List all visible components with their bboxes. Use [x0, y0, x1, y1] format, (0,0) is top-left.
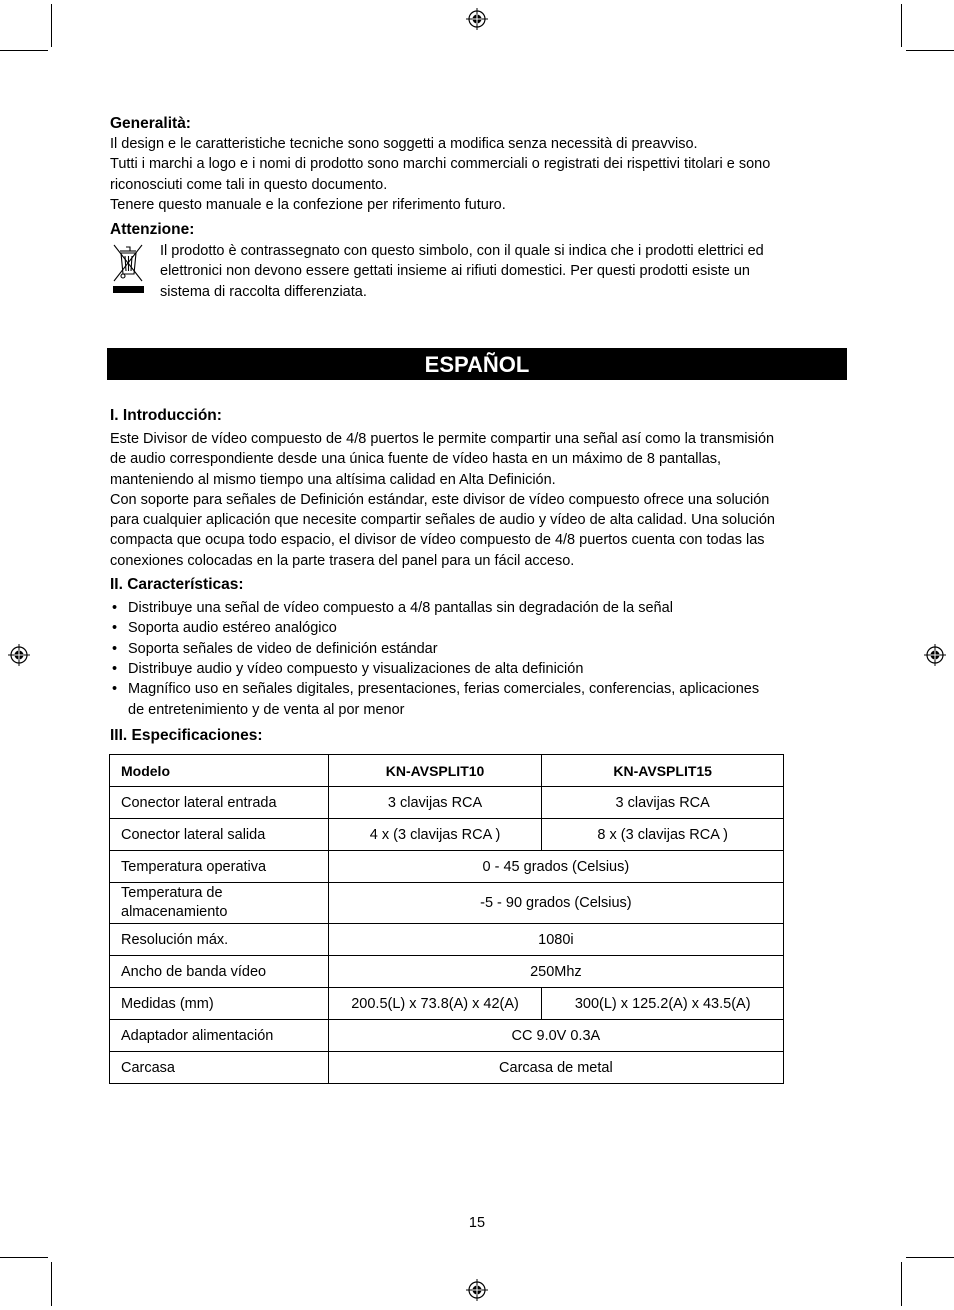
table-cell: Carcasa de metal — [328, 1052, 783, 1084]
table-row — [110, 988, 784, 1020]
intro-line: de audio correspondiente desde una única fuente de vídeo hasta en un máximo de 8 pantallas, — [110, 451, 722, 468]
bullet: • — [112, 660, 118, 677]
list-item-continuation: de entretenimiento y de venta al por menor — [128, 701, 405, 718]
bullet: • — [112, 620, 118, 637]
list-item: • Magnífico uso en señales digitales, presentaciones, ferias comerciales, conferencias, aplicaciones — [110, 679, 848, 699]
intro-line: Con soporte para señales de Definición estándar, este divisor de vídeo compuesto ofrece una solución — [110, 491, 770, 508]
bullet: • — [112, 640, 118, 657]
crop-mark — [51, 1262, 52, 1306]
table-header-cell: Modelo — [110, 755, 329, 787]
table-row — [110, 924, 784, 956]
intro-line: compacta que ocupa todo espacio, el divisor de vídeo compuesto de 4/8 puertos cuenta con todas las — [110, 532, 765, 549]
table-row — [110, 819, 784, 851]
table-cell: 300(L) x 125.2(A) x 43.5(A) — [542, 988, 784, 1020]
attenzione-line: Il prodotto è contrassegnato con questo simbolo, con il quale si indica che i prodotti elettrici ed — [160, 243, 764, 260]
table-row — [110, 1020, 784, 1052]
generalita-line: Il design e le caratteristiche tecniche sono soggetti a modifica senza necessità di preavviso. — [110, 136, 698, 152]
table-row — [110, 956, 784, 988]
registration-mark-icon — [466, 8, 488, 30]
generalita-line: riconosciuti come tali in questo documento. — [110, 176, 388, 193]
list-item: • Soporta señales de video de definición estándar — [110, 639, 848, 659]
attenzione-line: sistema di raccolta differenziata. — [160, 283, 367, 300]
generalita-line: Tutti i marchi a logo e i nomi di prodotto sono marchi commerciali o registrati dei rispettivi titolari e sono — [110, 156, 771, 173]
table-cell: Temperatura de almacenamiento — [110, 883, 329, 924]
table-row — [110, 1052, 784, 1084]
table-cell: CC 9.0V 0.3A — [328, 1020, 783, 1052]
table-cell: Carcasa — [110, 1052, 329, 1084]
list-item: • Distribuye audio y vídeo compuesto y visualizaciones de alta definición — [110, 659, 848, 679]
generalita-heading: Generalità: — [110, 115, 191, 132]
bullet: • — [112, 681, 118, 698]
registration-mark-icon — [466, 1279, 488, 1301]
table-cell: Ancho de banda vídeo — [110, 956, 329, 988]
features-list — [110, 598, 848, 720]
table-cell: 3 clavijas RCA — [328, 787, 542, 819]
table-header-cell: KN-AVSPLIT10 — [328, 755, 542, 787]
table-cell: Conector lateral salida — [110, 819, 329, 851]
spanish-section — [110, 406, 848, 746]
crop-mark — [906, 1257, 954, 1258]
table-cell: 8 x (3 clavijas RCA ) — [542, 819, 784, 851]
italian-section — [110, 114, 848, 302]
list-item: • Soporta audio estéreo analógico — [110, 618, 848, 638]
list-item: • Distribuye una señal de vídeo compuesto a 4/8 pantallas sin degradación de la señal — [110, 598, 848, 618]
table-row — [110, 883, 784, 924]
table-cell: Resolución máx. — [110, 924, 329, 956]
features-heading: II. Características: — [110, 576, 244, 594]
intro-line: Este Divisor de vídeo compuesto de 4/8 puertos le permite compartir una señal así como la transmisión — [110, 431, 775, 447]
crop-mark — [901, 4, 902, 47]
table-cell: Conector lateral entrada — [110, 787, 329, 819]
intro-line: para cualquier aplicación que necesite compartir señales de audio y vídeo de alta calidad. Una solución — [110, 512, 775, 529]
crop-mark — [0, 50, 48, 51]
table-cell: 3 clavijas RCA — [542, 787, 784, 819]
bullet: • — [112, 600, 118, 617]
table-cell: 4 x (3 clavijas RCA ) — [328, 819, 542, 851]
table-cell: -5 - 90 grados (Celsius) — [328, 883, 783, 924]
registration-mark-icon — [924, 644, 946, 666]
table-cell: 250Mhz — [328, 956, 783, 988]
table-cell: 1080i — [328, 924, 783, 956]
table-row — [110, 851, 784, 883]
generalita-line: Tenere questo manuale e la confezione per riferimento futuro. — [110, 196, 506, 213]
intro-line: conexiones colocadas en la parte trasera del panel para un fácil acceso. — [110, 552, 575, 569]
intro-heading: I. Introducción: — [110, 407, 222, 424]
attenzione-block — [110, 241, 848, 302]
language-banner: ESPAÑOL — [107, 348, 847, 380]
table-cell: Medidas (mm) — [110, 988, 329, 1020]
crop-mark — [901, 1262, 902, 1306]
table-header-row — [110, 755, 784, 787]
table-header-cell: KN-AVSPLIT15 — [542, 755, 784, 787]
table-cell: 200.5(L) x 73.8(A) x 42(A) — [328, 988, 542, 1020]
attenzione-heading: Attenzione: — [110, 221, 195, 239]
weee-symbol — [110, 241, 160, 302]
specs-heading: III. Especificaciones: — [110, 726, 263, 744]
intro-line: manteniendo al mismo tiempo una altísima calidad en Alta Definición. — [110, 471, 556, 488]
table-cell: Temperatura operativa — [110, 851, 329, 883]
registration-mark-icon — [8, 644, 30, 666]
crop-mark — [906, 50, 954, 51]
specs-table — [109, 754, 784, 1084]
page-number: 15 — [468, 1215, 486, 1231]
crop-mark — [51, 4, 52, 47]
crop-mark — [0, 1257, 48, 1258]
table-row — [110, 787, 784, 819]
table-cell: 0 - 45 grados (Celsius) — [328, 851, 783, 883]
crossed-out-wheelie-bin-icon — [110, 241, 146, 297]
attenzione-line: elettronici non devono essere gettati insieme ai rifiuti domestici. Per questi prodotti esiste un — [160, 263, 750, 280]
table-cell: Adaptador alimentación — [110, 1020, 329, 1052]
